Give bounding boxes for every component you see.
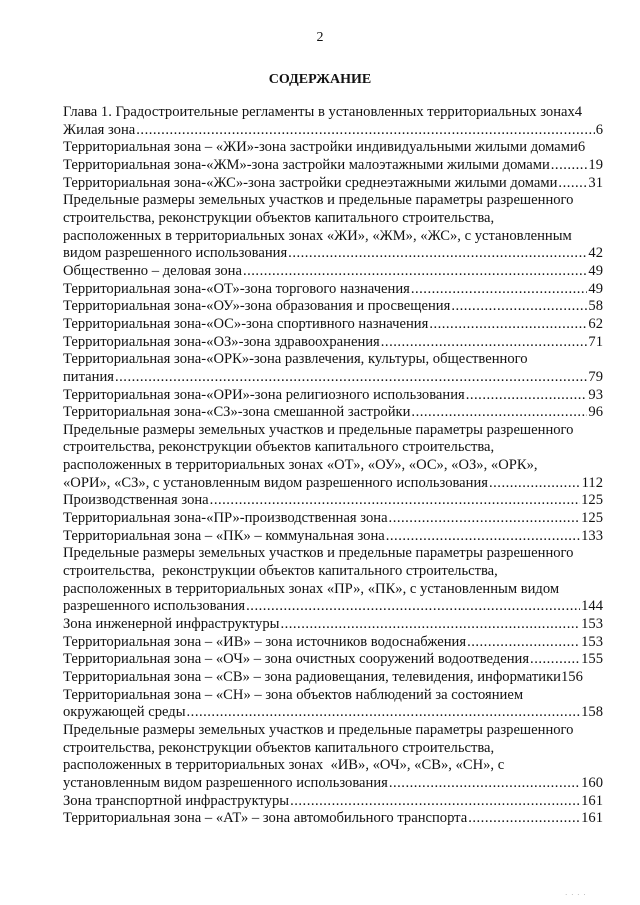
toc-entry[interactable]	[63, 192, 603, 263]
toc-entry[interactable]	[63, 545, 603, 616]
toc-dot-leader	[389, 510, 581, 528]
toc-entry[interactable]	[63, 351, 603, 386]
toc-dot-leader	[411, 281, 588, 299]
toc-entry-title: Жилая зона	[63, 121, 136, 138]
toc-entry-title: Зона инженерной инфраструктуры	[63, 616, 280, 633]
toc-entry[interactable]	[63, 122, 603, 140]
toc-page-number: 6	[577, 139, 586, 156]
toc-dot-leader	[551, 157, 588, 175]
toc-entry-title: Производственная зона	[63, 492, 209, 509]
toc-entry[interactable]	[63, 157, 603, 175]
toc-page-number: 49	[588, 262, 603, 279]
toc-entry-title: «ОРИ», «СЗ», с установленным видом разрешенного использования	[63, 474, 488, 491]
toc-entry[interactable]	[63, 175, 603, 193]
toc-page-number: 133	[581, 527, 603, 544]
toc-dot-leader	[466, 387, 588, 405]
toc-entry[interactable]	[63, 316, 603, 334]
toc-page-number: 4	[574, 104, 583, 120]
toc-dot-leader	[246, 598, 580, 616]
toc-entry-text: Предельные размеры земельных участков и предельные параметры разрешенного строительства, реконструкции объектов капитального строительства, расположенных в территориальных зонах «ПР», «ПК», с установленным видом	[63, 545, 574, 597]
toc-entry[interactable]	[63, 651, 603, 669]
toc-entry-text: Предельные размеры земельных участков и предельные параметры разрешенного строительства, реконструкции объектов капитального строительства, расположенных в территориальных зонах «ОТ», «ОУ», «ОС», «ОЗ», «ОРК»,	[63, 421, 574, 474]
toc-entry[interactable]	[63, 139, 603, 157]
toc-dot-leader	[290, 793, 580, 811]
toc-entry[interactable]	[63, 810, 603, 828]
toc-entry[interactable]	[63, 722, 603, 793]
toc-entry-text: Территориальная зона-«ОРК»-зона развлечения, культуры, общественного	[63, 351, 528, 368]
toc-entry[interactable]	[63, 687, 603, 722]
toc-page-number: 160	[581, 774, 603, 791]
toc-entry-title: Территориальная зона-«ОРИ»-зона религиозного использования	[63, 386, 465, 403]
toc-dot-leader	[429, 316, 587, 334]
toc-dot-leader	[489, 475, 581, 493]
toc-entry-text: Территориальная зона – «СН» – зона объектов наблюдений за состоянием	[63, 686, 524, 703]
toc-entry-title: питания	[63, 368, 114, 385]
scan-mark: · · · ·	[565, 891, 587, 899]
toc-page-number: 155	[581, 651, 603, 668]
toc-dot-leader	[451, 298, 587, 316]
toc-page-number: 161	[581, 792, 603, 809]
toc-dot-leader	[288, 245, 587, 263]
toc-entry-title: Территориальная зона-«ОТ»-зона торгового назначения	[63, 280, 410, 297]
toc-entry-title: Территориальная зона – «ЖИ»-зона застройки индивидуальными жилыми домами	[63, 139, 578, 156]
toc-page-number: 156	[561, 669, 583, 685]
toc-entry-title: Территориальная зона-«ОС»-зона спортивного назначения	[63, 315, 429, 332]
toc-page-number: 161	[581, 810, 603, 827]
toc-page-number: 112	[581, 474, 603, 491]
toc-page-number: 6	[595, 121, 603, 138]
toc-page-number: 153	[581, 633, 603, 650]
toc-page-number: 96	[588, 404, 603, 421]
toc-page-number: 19	[588, 156, 603, 173]
toc-entry-title: Территориальная зона-«ОУ»-зона образования и просвещения	[63, 298, 451, 315]
toc-page-number: 93	[588, 386, 603, 403]
toc-entry-text: Предельные размеры земельных участков и предельные параметры разрешенного строительства, реконструкции объектов капитального строительства, расположенных в территориальных зонах «ЖИ», «ЖМ», «ЖС», с установленным	[63, 192, 574, 244]
toc-entry[interactable]	[63, 422, 603, 493]
toc-entry-title: Территориальная зона – «ПК» – коммунальная зона	[63, 527, 385, 544]
toc-entry-title: Территориальная зона-«ЖМ»-зона застройки малоэтажными жилыми домами	[63, 156, 550, 173]
toc-dot-leader	[243, 263, 587, 281]
toc-entry[interactable]	[63, 263, 603, 281]
toc-dot-leader	[468, 810, 580, 828]
page-title: СОДЕРЖАНИЕ	[268, 72, 372, 87]
toc-entry-title: Зона транспортной инфраструктуры	[63, 792, 290, 809]
toc-entry[interactable]	[63, 281, 603, 299]
toc-entry-title: видом разрешенного использования	[63, 245, 288, 262]
toc-entry-title: установленным видом разрешенного использования	[63, 774, 388, 791]
toc-dot-leader	[136, 122, 594, 140]
toc-entry[interactable]	[63, 104, 603, 122]
toc-page-number: 62	[588, 315, 603, 332]
toc-entry-title: Общественно – деловая зона	[63, 262, 242, 279]
toc-dot-leader	[389, 775, 580, 793]
toc-entry-title: разрешенного использования	[63, 598, 246, 615]
toc-dot-leader	[411, 404, 587, 422]
toc-entry-title: Территориальная зона-«СЗ»-зона смешанной застройки	[63, 404, 411, 421]
toc-entry[interactable]	[63, 387, 603, 405]
toc-entry[interactable]	[63, 298, 603, 316]
toc-dot-leader	[467, 634, 580, 652]
toc-entry-title: Территориальная зона – «ОЧ» – зона очистных сооружений водоотведения	[63, 651, 530, 668]
toc-entry[interactable]	[63, 510, 603, 528]
toc-page-number: 158	[581, 704, 603, 721]
toc-page-number: 144	[581, 598, 603, 615]
toc-entry[interactable]	[63, 492, 603, 510]
toc-entry[interactable]	[63, 793, 603, 811]
toc-entry[interactable]	[63, 616, 603, 634]
toc-page-number: 79	[588, 368, 603, 385]
toc-entry[interactable]	[63, 334, 603, 352]
toc-dot-leader	[115, 369, 587, 387]
toc-entry-title: Территориальная зона-«ОЗ»-зона здравоохранения	[63, 333, 380, 350]
toc-entry[interactable]	[63, 528, 603, 546]
toc-entry-text: Предельные размеры земельных участков и предельные параметры разрешенного строительства, реконструкции объектов капитального строительства, расположенных в территориальных зонах «ИВ», «ОЧ», «СВ», «СН», с	[63, 721, 574, 774]
toc-page-number: 42	[588, 245, 603, 262]
toc-entry-title: Территориальная зона-«ПР»-производственная зона	[63, 510, 388, 527]
toc-page-number: 49	[588, 280, 603, 297]
toc-page-number: 153	[581, 616, 603, 633]
toc-dot-leader	[280, 616, 580, 634]
toc-dot-leader	[187, 704, 581, 722]
toc-page-number: 71	[588, 333, 603, 350]
toc-dot-leader	[210, 492, 580, 510]
toc-entry[interactable]	[63, 404, 603, 422]
toc-entry[interactable]	[63, 634, 603, 652]
toc-entry[interactable]	[63, 669, 603, 687]
toc-dot-leader	[530, 651, 580, 669]
toc-dot-leader	[558, 175, 587, 193]
toc-entry-title: Глава 1. Градостроительные регламенты в установленных территориальных зонах	[63, 104, 575, 120]
toc-page-number: 125	[581, 510, 603, 527]
toc-entry-title: Территориальная зона-«ЖС»-зона застройки среднеэтажными жилыми домами	[63, 174, 558, 191]
toc-dot-leader	[386, 528, 580, 546]
page-number: 2	[316, 30, 324, 45]
toc-page-number: 125	[581, 492, 603, 509]
toc-entry-title: Территориальная зона – «ИВ» – зона источников водоснабжения	[63, 633, 467, 650]
toc-page-number: 31	[588, 174, 603, 191]
toc-entry-title: окружающей среды	[63, 704, 186, 721]
toc-dot-leader	[381, 334, 588, 352]
toc-entry-title: Территориальная зона – «СВ» – зона радиовещания, телевидения, информатики	[63, 669, 561, 685]
toc-page-number: 58	[588, 298, 603, 315]
table-of-contents	[63, 104, 603, 828]
toc-entry-title: Территориальная зона – «АТ» – зона автомобильного транспорта	[63, 810, 468, 827]
